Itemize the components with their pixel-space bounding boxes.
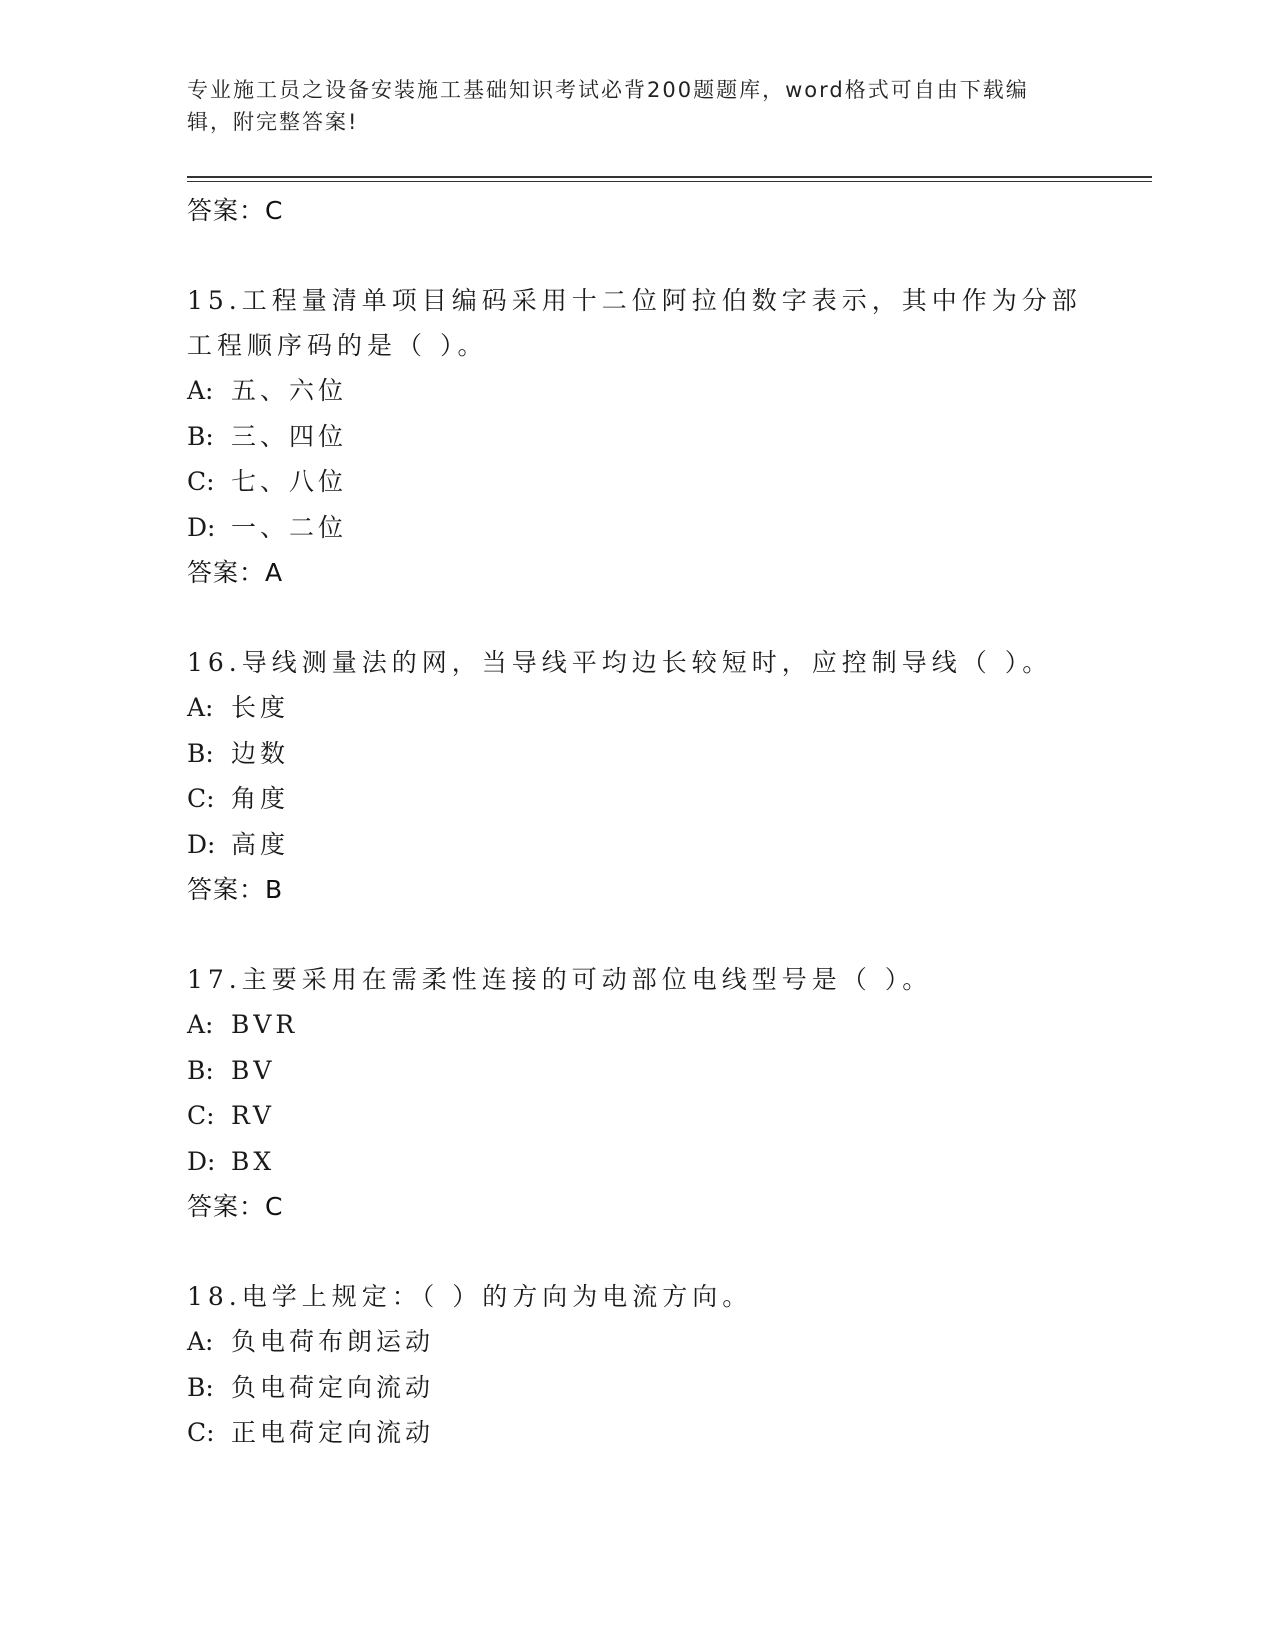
question-block xyxy=(187,278,1087,595)
question-block xyxy=(187,640,1087,912)
option-label: D: xyxy=(187,829,216,859)
option-text: 五、六位 xyxy=(231,376,348,405)
question-block xyxy=(187,1274,1087,1456)
option-label: B: xyxy=(187,1372,214,1402)
option-label: A: xyxy=(187,693,214,722)
question-text: 17.主要采用在需柔性连接的可动部位电线型号是（ ）。 xyxy=(187,965,933,994)
option-text: 正电荷定向流动 xyxy=(231,1418,435,1447)
option-b xyxy=(187,414,1087,460)
option-label: C: xyxy=(187,1101,215,1130)
answer-line: 答案：B xyxy=(187,875,284,904)
option-text: 高度 xyxy=(231,829,290,859)
question-block xyxy=(187,957,1087,1229)
option-d xyxy=(187,1139,1087,1185)
question-text: 16.导线测量法的网，当导线平均边长较短时，应控制导线（ ）。 xyxy=(187,648,1053,677)
option-text: 七、八位 xyxy=(231,467,348,496)
option-text: 一、二位 xyxy=(231,512,348,542)
option-label: B: xyxy=(187,1055,214,1085)
option-label: C: xyxy=(187,467,215,496)
answer-line: 答案：C xyxy=(187,1192,284,1221)
option-c xyxy=(187,1093,1087,1139)
option-a xyxy=(187,685,1087,731)
option-text: 长度 xyxy=(231,693,290,722)
option-text: 角度 xyxy=(231,784,290,813)
option-a xyxy=(187,368,1087,414)
option-text: 负电荷布朗运动 xyxy=(231,1327,435,1356)
option-text: BX xyxy=(231,1146,276,1176)
question-list xyxy=(187,188,1087,1456)
option-label: D: xyxy=(187,512,216,542)
option-c xyxy=(187,1410,1087,1456)
option-label: B: xyxy=(187,421,214,451)
option-label: A: xyxy=(187,1327,214,1356)
option-b xyxy=(187,1365,1087,1411)
option-c xyxy=(187,776,1087,822)
option-label: C: xyxy=(187,1418,215,1447)
question-text: 18.电学上规定：（ ）的方向为电流方向。 xyxy=(187,1282,753,1311)
question-text: 15.工程量清单项目编码采用十二位阿拉伯数字表示，其中作为分部工程顺序码的是（ ）。 xyxy=(187,286,1082,360)
option-label: A: xyxy=(187,1010,214,1039)
option-a xyxy=(187,1319,1087,1365)
header-rule-thin xyxy=(187,181,1152,182)
option-text: 边数 xyxy=(231,738,290,768)
option-text: 三、四位 xyxy=(231,421,348,451)
option-a xyxy=(187,1002,1087,1048)
option-d xyxy=(187,822,1087,868)
document-header: 专业施工员之设备安装施工基础知识考试必背200题题库，word格式可自由下载编辑，附完整答案! xyxy=(187,78,1029,134)
answer-line: 答案：A xyxy=(187,558,284,587)
option-d xyxy=(187,505,1087,551)
option-label: B: xyxy=(187,738,214,768)
header-rule-thick xyxy=(187,176,1152,178)
option-label: A: xyxy=(187,376,214,405)
option-b xyxy=(187,1048,1087,1094)
option-label: C: xyxy=(187,784,215,813)
option-c xyxy=(187,459,1087,505)
option-b xyxy=(187,731,1087,777)
option-text: RV xyxy=(231,1101,275,1130)
option-text: 负电荷定向流动 xyxy=(231,1372,435,1402)
option-text: BVR xyxy=(231,1010,299,1039)
option-label: D: xyxy=(187,1146,216,1176)
answer-line: 答案：C xyxy=(187,196,284,225)
option-text: BV xyxy=(231,1055,276,1085)
